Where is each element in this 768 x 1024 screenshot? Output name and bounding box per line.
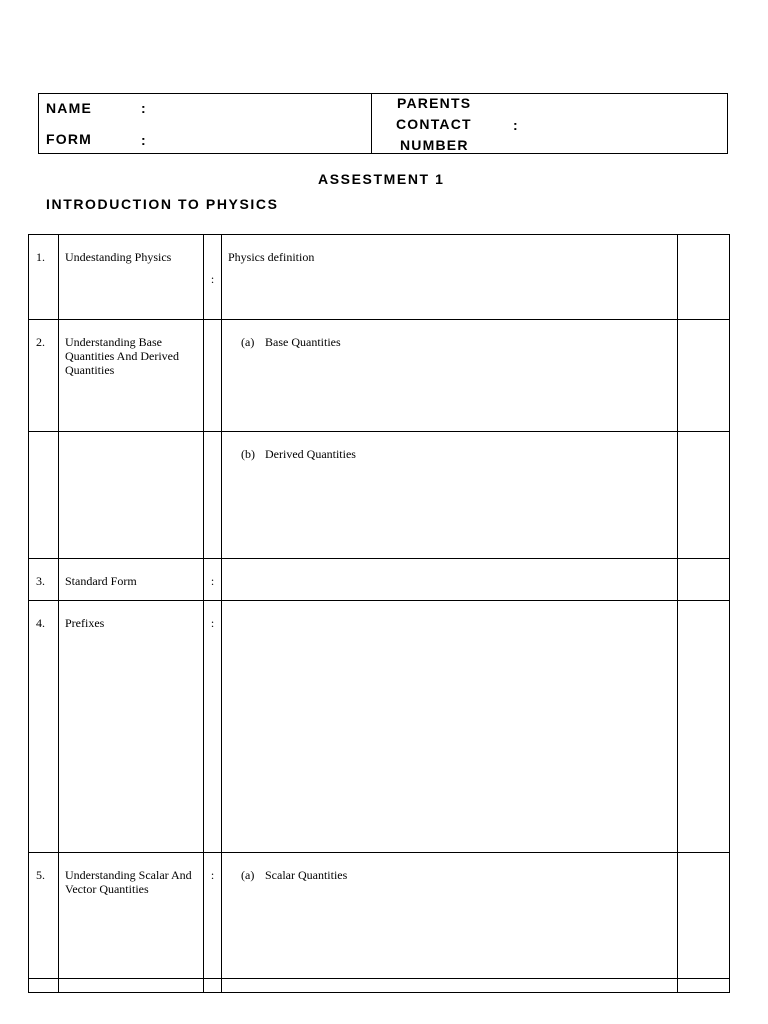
assessment-table (28, 234, 730, 993)
row-topic (59, 979, 204, 993)
header-divider (371, 94, 372, 153)
name-label: NAME (46, 100, 93, 116)
marks-cell[interactable] (678, 853, 730, 979)
sub-item-letter: (b) (241, 447, 255, 461)
row-topic: Prefixes (59, 601, 204, 853)
row-colon: : (210, 868, 215, 882)
row-colon: : (210, 574, 215, 588)
parents-contact-label-line1: PARENTS (397, 95, 472, 111)
row-topic: Understanding Scalar And Vector Quantities (59, 853, 204, 979)
table-row (29, 320, 730, 432)
table-row (29, 559, 730, 601)
table-row (29, 235, 730, 320)
table-row (29, 853, 730, 979)
row-number (29, 979, 59, 993)
row-colon-cell (204, 235, 222, 320)
row-topic: Standard Form (59, 559, 204, 601)
answer-cell[interactable] (222, 235, 678, 320)
sub-item (228, 868, 347, 882)
answer-cell[interactable] (222, 853, 678, 979)
row-topic (59, 432, 204, 559)
marks-cell[interactable] (678, 235, 730, 320)
row-number: 3. (29, 559, 59, 601)
sub-item-letter: (a) (241, 868, 255, 882)
answer-cell[interactable] (222, 559, 678, 601)
parents-contact-label-line2: CONTACT (396, 116, 472, 132)
marks-cell[interactable] (678, 601, 730, 853)
assessment-title: ASSESTMENT 1 (318, 171, 445, 187)
row-number: 2. (29, 320, 59, 432)
row-topic: Undestanding Physics (59, 235, 204, 320)
marks-cell[interactable] (678, 559, 730, 601)
marks-cell[interactable] (678, 432, 730, 559)
row-colon-cell (204, 432, 222, 559)
row-colon-cell (204, 559, 222, 601)
student-info-box (38, 93, 728, 154)
row-number: 4. (29, 601, 59, 853)
row-colon: : (210, 272, 215, 286)
row-colon-cell (204, 320, 222, 432)
sub-item-letter: (a) (241, 335, 255, 349)
sub-item (228, 335, 341, 349)
name-colon: : (141, 100, 147, 116)
row-number: 5. (29, 853, 59, 979)
table-row (29, 979, 730, 993)
row-colon-cell (204, 979, 222, 993)
table-row (29, 432, 730, 559)
row-colon: : (210, 616, 215, 630)
row-colon-cell (204, 601, 222, 853)
form-colon: : (141, 132, 147, 148)
sub-item-label: Scalar Quantities (265, 868, 348, 882)
form-label: FORM (46, 131, 93, 147)
parents-contact-label-line3: NUMBER (400, 137, 469, 153)
section-title: INTRODUCTION TO PHYSICS (46, 196, 279, 212)
sub-item-label: Base Quantities (265, 335, 341, 349)
answer-cell[interactable] (222, 601, 678, 853)
row-colon-cell (204, 853, 222, 979)
marks-cell[interactable] (678, 979, 730, 993)
row-number (29, 432, 59, 559)
answer-cell[interactable] (222, 432, 678, 559)
row-content: Physics definition (228, 250, 315, 264)
row-topic: Understanding Base Quantities And Derived Quantities (59, 320, 204, 432)
sub-item-label: Derived Quantities (265, 447, 356, 461)
answer-cell[interactable] (222, 979, 678, 993)
sub-item (228, 447, 356, 461)
row-number: 1. (29, 235, 59, 320)
answer-cell[interactable] (222, 320, 678, 432)
parents-contact-colon: : (513, 117, 519, 133)
table-row (29, 601, 730, 853)
marks-cell[interactable] (678, 320, 730, 432)
